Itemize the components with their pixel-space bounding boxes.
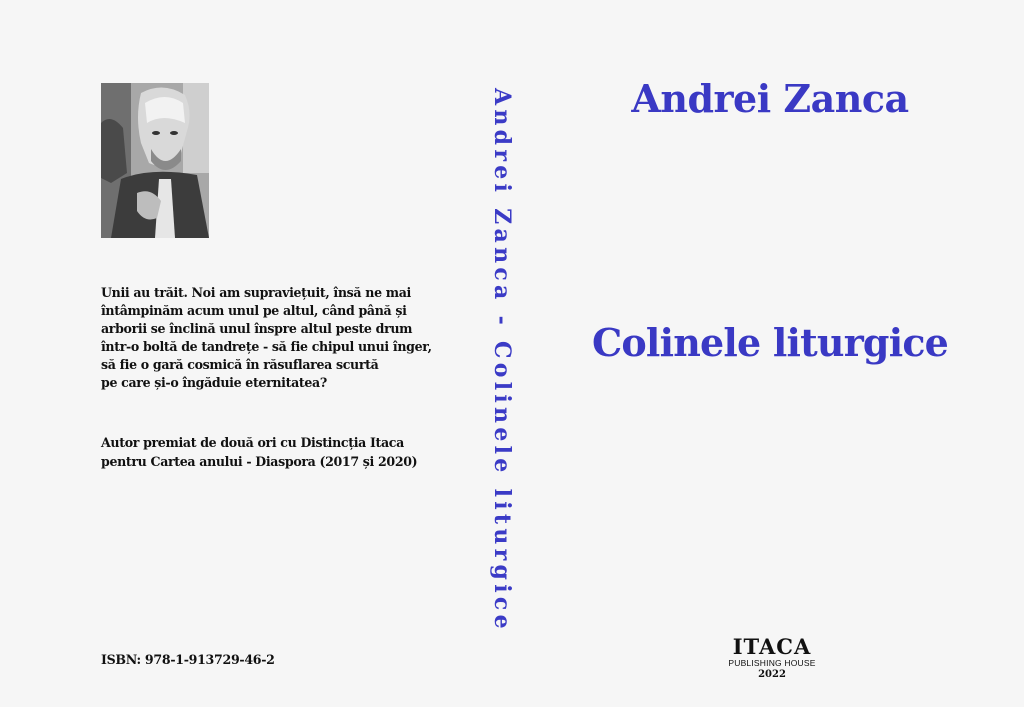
award-statement (101, 433, 461, 471)
publisher-subtitle: PUBLISHING HOUSE (728, 658, 816, 668)
award-line: Autor premiat de două ori cu Distincția Itaca (101, 435, 404, 450)
blurb-line: Unii au trăit. Noi am supraviețuit, însă ne mai (101, 285, 411, 300)
author-photo (101, 83, 209, 238)
blurb-line: pe care și-o îngăduie eternitatea? (101, 375, 327, 390)
author-portrait-image (101, 83, 209, 238)
publisher-logo (712, 636, 832, 681)
blurb-line: întâmpinăm acum unul pe altul, când până și (101, 303, 407, 318)
blurb-line: arborii se înclină unul înspre altul peste drum (101, 321, 413, 336)
publication-year: 2022 (758, 669, 786, 680)
book-spine (480, 80, 524, 640)
front-book-title: Colinele liturgice (591, 320, 949, 365)
back-cover-blurb (101, 284, 441, 392)
blurb-line: într-o boltă de tandrețe - să fie chipul unui înger, (101, 339, 432, 354)
isbn-number: ISBN: 978-1-913729-46-2 (101, 652, 275, 667)
front-author-name: Andrei Zanca (631, 76, 909, 121)
blurb-line: să fie o gară cosmică în răsuflarea scurtă (101, 357, 379, 372)
award-line: pentru Cartea anului - Diaspora (2017 și 2020) (101, 454, 418, 469)
spine-text: Andrei Zanca - Colinele liturgice (489, 87, 515, 633)
publisher-name: ITACA (732, 634, 812, 659)
